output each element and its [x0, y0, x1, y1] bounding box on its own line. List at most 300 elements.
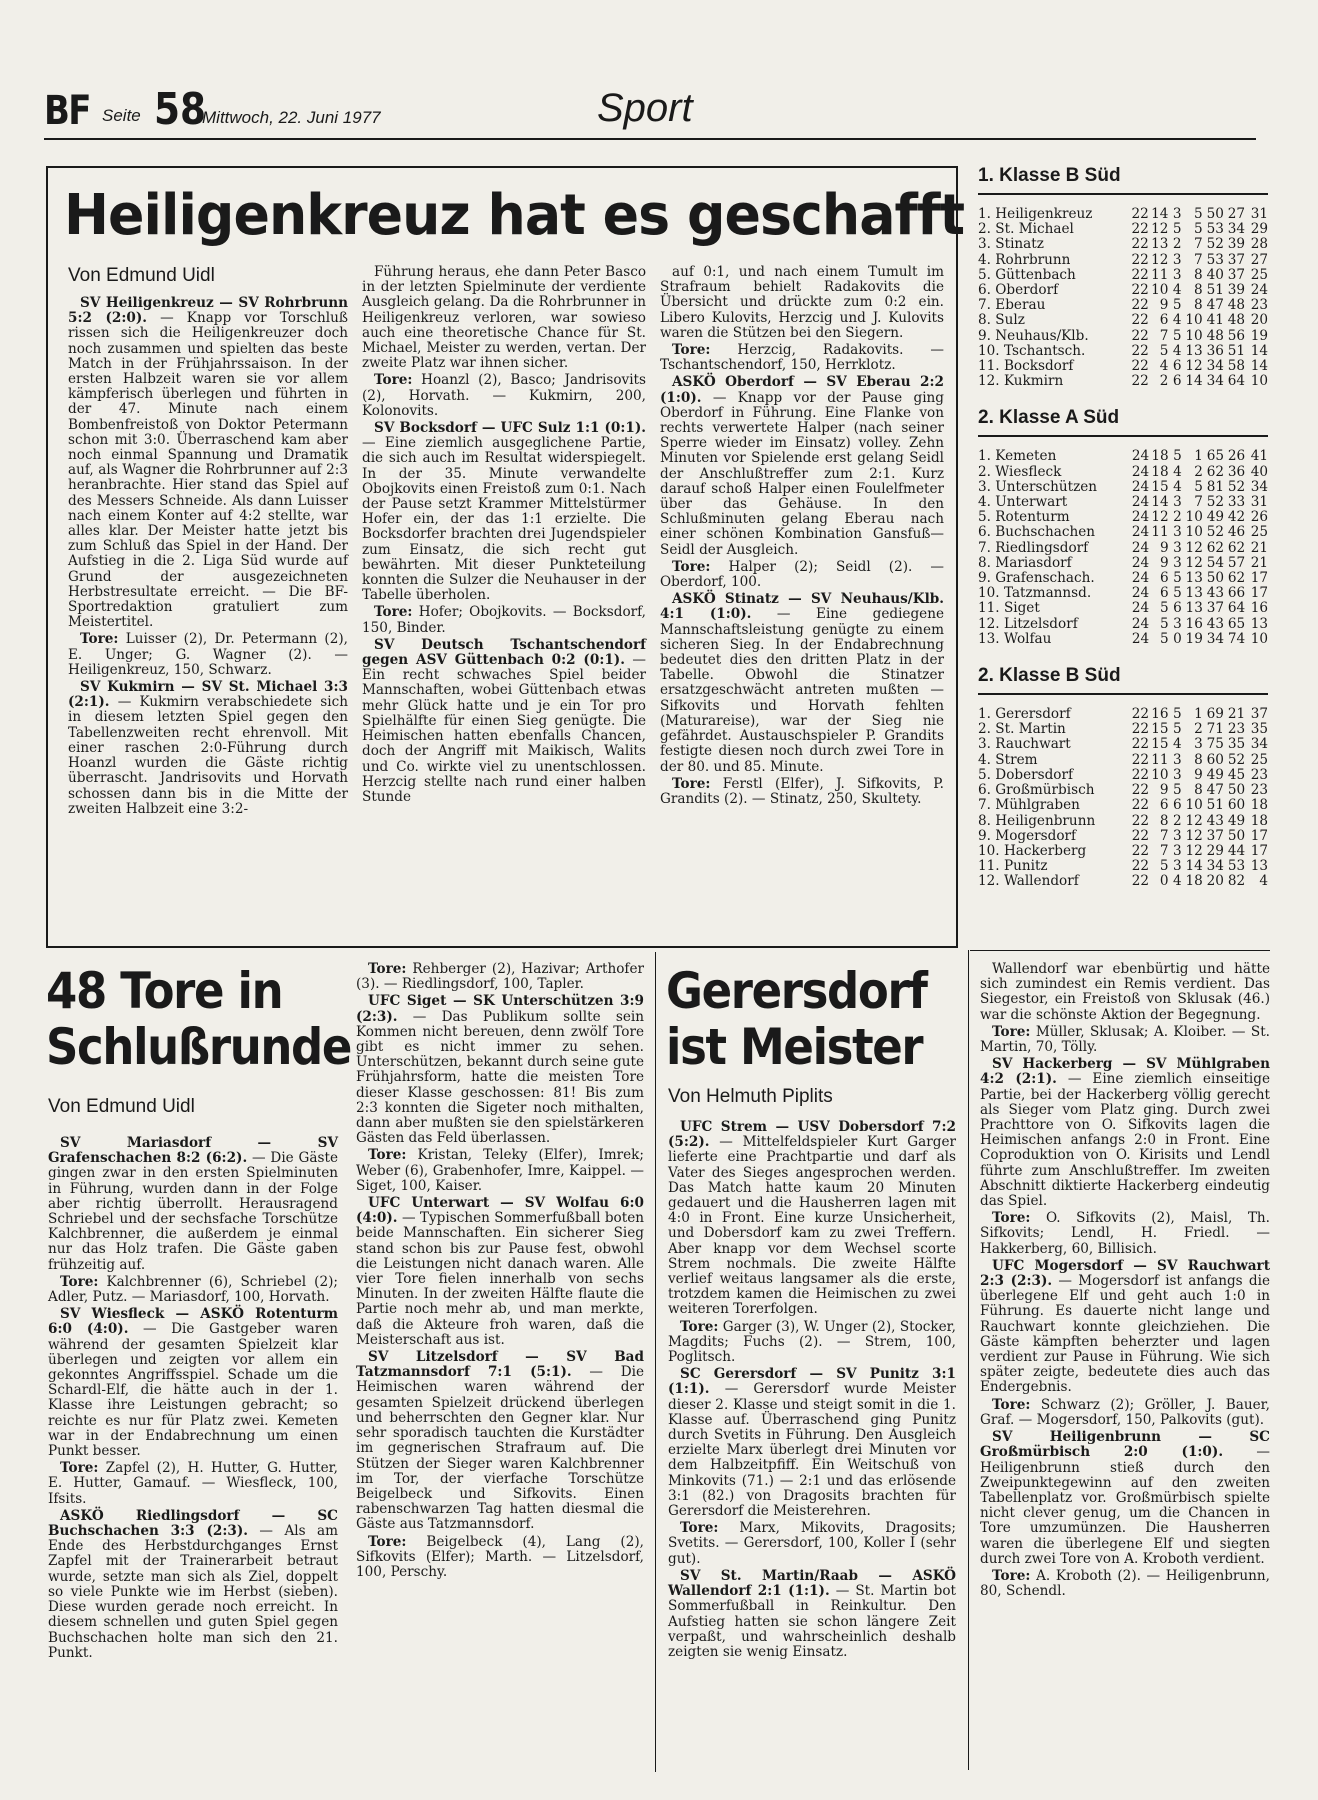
standings-row [978, 722, 1268, 737]
stat-cell: 5 [1172, 221, 1182, 238]
stat-cell: 51 [1227, 342, 1246, 359]
stat-cell: 5 [1160, 615, 1169, 632]
stat-cell: 29 [1206, 842, 1224, 859]
stat-cell: 5 [1172, 327, 1182, 344]
stat-cell: 5 [1159, 858, 1169, 875]
team-name: 8. Mariasdorf [978, 554, 1072, 571]
stat-cell: 6 [1172, 797, 1182, 814]
stat-cell: 22 [1131, 766, 1150, 783]
stat-cell: 23 [1250, 782, 1268, 799]
stat-cell: 22 [1131, 282, 1149, 299]
stat-cell: 44 [1227, 842, 1246, 859]
stat-cell: 18 [1250, 812, 1268, 829]
team-name: 4. Unterwart [978, 494, 1068, 511]
stat-cell: 69 [1206, 706, 1224, 723]
team-name: 1. Heiligenkreuz [978, 206, 1093, 222]
stat-cell: 3 [1172, 827, 1182, 844]
stat-cell: 52 [1206, 236, 1224, 253]
paragraph [362, 421, 646, 603]
stat-cell: 6 [1160, 585, 1169, 602]
stat-cell: 19 [1250, 327, 1268, 344]
lead-byline: Von Edmund Uidl [68, 265, 215, 286]
stat-cell: 43 [1206, 585, 1224, 602]
team-name: 6. Oberdorf [978, 282, 1059, 299]
stat-cell: 19 [1185, 630, 1203, 647]
stat-cell: 9 [1159, 782, 1169, 799]
team-name: 4. Rohrbrunn [978, 251, 1071, 268]
standings-table [978, 207, 1268, 389]
paragraph [980, 1259, 1270, 1396]
paragraph [356, 994, 644, 1146]
paragraph-text: O. Sifkovits (2), Maisl, Th. Sifkovits; Lendl, H. Friedl. — Hakkerberg, 60, Billisich. [980, 1210, 1270, 1257]
paragraph [362, 265, 646, 371]
stat-cell: 9 [1160, 539, 1169, 556]
stat-cell: 24 [1131, 448, 1150, 465]
stat-cell: 52 [1206, 494, 1224, 511]
stat-cell: 17 [1250, 827, 1268, 844]
standings-row [978, 586, 1268, 601]
section-title: Sport [597, 86, 693, 130]
stat-cell: 27 [1227, 206, 1246, 222]
paragraph-text: Wallendorf war ebenbürtig und hätte sich zumindest ein Remis verdient. Das Siegestor, ein Freistoß von Sklusak (46.) war die schönste Aktion der Begegnung. [980, 961, 1270, 1023]
paragraph-text: Kalchbrenner (6), Schriebel (2); Adler, Putz. — Mariasdorf, 100, Horvath. [48, 1273, 338, 1306]
stat-cell: 2 [1194, 721, 1203, 738]
stat-cell: 24 [1250, 282, 1268, 299]
stat-cell: 10 [1185, 312, 1203, 329]
stat-cell: 13 [1185, 342, 1203, 359]
team-name: 10. Tschantsch. [978, 342, 1086, 359]
standings-block [978, 407, 1268, 647]
stat-cell: 36 [1206, 342, 1224, 359]
stat-cell: 5 [1159, 342, 1169, 359]
stat-cell: 81 [1206, 478, 1224, 495]
stat-cell: 43 [1206, 812, 1224, 829]
team-name: 1. Gerersdorf [978, 706, 1071, 723]
stat-cell: 24 [1131, 554, 1150, 571]
stat-cell: 22 [1131, 327, 1149, 344]
stat-cell: 1 [1194, 448, 1203, 465]
stat-cell: 7 [1194, 236, 1203, 253]
standings-rule [978, 193, 1268, 195]
team-name: 13. Wolfau [978, 630, 1052, 647]
stat-cell: 4 [1173, 463, 1182, 480]
stat-cell: 8 [1194, 282, 1203, 299]
stat-cell: 22 [1131, 873, 1150, 890]
stat-cell: 25 [1250, 524, 1268, 541]
stat-cell: 60 [1206, 751, 1224, 768]
stat-cell: 22 [1131, 206, 1149, 222]
team-name: 10. Tatzmannsd. [978, 585, 1092, 602]
standings-row [978, 495, 1268, 510]
stat-cell: 10 [1250, 373, 1268, 390]
paragraph-text: Beigelbeck (4), Lang (2), Sifkovits (Elfer); Marth. — Litzelsdorf, 100, Perschy. [356, 1533, 644, 1580]
paragraph-text: — Kukmirn verabschiedete sich in diesem letzten Spiel gegen den Tabellenzweiten recht ehrenvoll. Mit einer raschen 2:0-Führung durch Hoanzl wurden die Gäste richtig überrascht. Jandrisovits und Horvath schossen dann bis in die Mitte der zweiten Halbzeit eine 3:2- [68, 694, 348, 817]
stat-cell: 12 [1185, 554, 1203, 571]
stat-cell: 50 [1227, 782, 1246, 799]
stat-cell: 34 [1227, 221, 1246, 238]
stat-cell: 53 [1206, 221, 1224, 238]
stat-cell: 31 [1250, 206, 1268, 222]
stat-cell: 42 [1227, 509, 1246, 526]
paragraph-text: Garger (3), W. Unger (2), Stocker, Magdits; Fuchs (2). — Strem, 100, Poglitsch. [668, 1318, 956, 1366]
standings-row [978, 207, 1268, 222]
stat-cell: 6 [1160, 570, 1169, 587]
stat-cell: 20 [1206, 873, 1224, 890]
standings-row [978, 253, 1268, 268]
standings-row [978, 737, 1268, 752]
stat-cell: 41 [1250, 448, 1268, 465]
team-name: 3. Stinatz [978, 236, 1044, 253]
standings-row [978, 829, 1268, 844]
paragraph-text: — Eine ziemlich einseitige Partie, bei der Hackerberg völlig gerecht als Sieger vom Platz ging. Durch zwei Prachttore von O. Sifkovits lagen die Heimischen anfangs 2:0 in Front. Eine Coproduktion von O. Kirisits und Lendl führte zum Anschlußtreffer. Im zweiten Abschnitt diktierte Hackerberg eindeutig das Spiel. [980, 1071, 1271, 1210]
stat-cell: 39 [1227, 282, 1246, 299]
stat-cell: 45 [1227, 766, 1246, 783]
paragraph [356, 1535, 644, 1581]
stat-cell: 22 [1131, 297, 1149, 314]
stat-cell: 14 [1250, 358, 1268, 375]
standings-row [978, 601, 1268, 616]
stat-cell: 5 [1160, 630, 1169, 647]
stat-cell: 14 [1185, 858, 1203, 875]
stat-cell: 12 [1185, 827, 1203, 844]
paragraph-text: — Typischen Sommerfußball boten beide Mannschaften. Ein sicherer Sieg stand schon bis zur Pause fest, obwohl die Leistungen nicht danach waren. Alle vier Tore fielen innerhalb von sechs Minuten. In der zweiten Hälfte flaute die Partie noch mehr ab, und man merkte, daß die Akteure froh waren, daß die Meisterschaft aus ist. [356, 1210, 644, 1348]
stat-cell: 0 [1159, 873, 1169, 890]
stat-cell: 10 [1250, 630, 1268, 647]
stat-cell: 52 [1227, 478, 1246, 495]
match-heading: Tore: [60, 1273, 99, 1290]
stat-cell: 7 [1159, 327, 1169, 344]
stat-cell: 22 [1131, 266, 1149, 283]
standings-row [978, 268, 1268, 283]
standings-row [978, 313, 1268, 328]
paragraph [980, 1398, 1270, 1428]
stat-cell: 16 [1250, 600, 1268, 617]
lead-column-2 [362, 265, 646, 807]
stat-cell: 26 [1227, 448, 1246, 465]
match-heading: Tore: [680, 1520, 719, 1537]
match-heading: Tore: [368, 1533, 407, 1550]
divider [970, 950, 1270, 951]
match-heading: SV Litzelsdorf — SV Bad Tatzmannsdorf 7:1 (5:1). [356, 1349, 644, 1381]
page-number: 58 [154, 84, 207, 135]
paragraph-text: Halper (2); Seidl (2). — Oberdorf, 100. [660, 558, 944, 591]
stat-cell: 5 [1194, 206, 1203, 222]
stat-cell: 23 [1250, 297, 1268, 314]
stat-cell: 3 [1172, 251, 1182, 268]
match-heading: ASKÖ Riedlingsdorf — SC Buchschachen 3:3 (2:3). [48, 1507, 338, 1540]
stat-cell: 22 [1131, 858, 1150, 875]
standings-row [978, 859, 1268, 874]
stat-cell: 64 [1227, 373, 1246, 390]
stat-cell: 22 [1131, 236, 1149, 253]
standings-row [978, 359, 1268, 374]
stat-cell: 74 [1227, 630, 1246, 647]
stat-cell: 21 [1250, 539, 1268, 556]
issue-date: Mittwoch, 22. Juni 1977 [202, 108, 381, 127]
stat-cell: 5 [1160, 600, 1169, 617]
stat-cell: 13 [1250, 615, 1268, 632]
match-heading: Tore: [368, 961, 407, 977]
stat-cell: 48 [1206, 327, 1224, 344]
stat-cell: 11 [1151, 524, 1169, 541]
stat-cell: 14 [1185, 373, 1203, 390]
stat-cell: 7 [1159, 842, 1169, 859]
stat-cell: 3 [1173, 554, 1182, 571]
stat-cell: 2 [1173, 509, 1182, 526]
stat-cell: 48 [1227, 297, 1246, 314]
standings-title: 2. Klasse B Süd [978, 665, 1121, 687]
stat-cell: 22 [1131, 842, 1150, 859]
article3-column-2 [980, 962, 1270, 1601]
stat-cell: 17 [1250, 585, 1268, 602]
stat-cell: 15 [1151, 721, 1169, 738]
paragraph-text: — Knapp vor der Pause ging Oberdorf in Führung. Eine Flanke von rechts verwertete Halper (nach seiner Sperre wieder im Einsatz) volley. Zehn Minuten vor Spielende erst gelang Seidl der Anschlußtreffer zum 2:1. Kurz darauf schoß Halper einen Foulelfmeter über das Gehäuse. In den Schlußminuten gelang Eberau nach einer schönen Kombination Gansfuß—Seidl der Ausgleich. [660, 389, 944, 558]
stat-cell: 25 [1250, 266, 1268, 283]
match-heading: Tore: [992, 1567, 1031, 1584]
stat-cell: 34 [1206, 858, 1224, 875]
stat-cell: 52 [1206, 524, 1224, 541]
team-name: 12. Wallendorf [978, 873, 1079, 890]
paragraph [48, 1136, 338, 1273]
stat-cell: 49 [1227, 812, 1246, 829]
stat-cell: 18 [1250, 797, 1268, 814]
paragraph [668, 1569, 956, 1660]
article3-byline: Von Helmuth Piplits [668, 1086, 833, 1107]
newspaper-logo: BF [44, 88, 90, 134]
paragraph-text: Zapfel (2), H. Hutter, G. Hutter, E. Hutter, Gamauf. — Wiesfleck, 100, Ifsits. [48, 1460, 338, 1507]
stat-cell: 6 [1172, 358, 1182, 375]
stat-cell: 82 [1227, 873, 1246, 890]
paragraph-text: — Heiligenbrunn stieß durch den Zweipunktegewinn auf den zweiten Tabellenplatz vor. Großmürbisch spielte nicht clever genug, um die Chancen in Tore umzumünzen. Die Hausherren waren die überlegene Elf und siegten durch zwei Tore von A. Kroboth verdient. [980, 1444, 1270, 1567]
paragraph [980, 1569, 1270, 1599]
stat-cell: 4 [1172, 282, 1182, 299]
match-heading: SV Hackerberg — SV Mühlgraben 4:2 (2:1). [980, 1056, 1270, 1088]
team-name: 9. Neuhaus/Klb. [978, 327, 1089, 344]
article2-headline-line1: 48 Tore in [46, 962, 283, 1020]
paragraph-text: — Eine gediegene Mannschaftsleistung genügte zu einem sicheren Sieg. In der Endabrechnung bedeutet dies den dritten Platz in der Tabelle. Obwohl die Stinatzer ersatzgeschwächt antreten mußten — Sifkovits und Horvath fehlten (Maturareise), war der Sieg nie gefährdet. Austauschspieler P. Grandits festigte diesen noch durch zwei Tore in der 80. und 85. Minute. [660, 606, 945, 775]
stat-cell: 56 [1227, 327, 1246, 344]
paragraph [660, 560, 944, 590]
stat-cell: 53 [1227, 858, 1246, 875]
stat-cell: 34 [1250, 736, 1268, 753]
stat-cell: 10 [1151, 766, 1169, 783]
standings-row [978, 844, 1268, 859]
paragraph [68, 632, 348, 678]
team-name: 7. Riedlingsdorf [978, 539, 1089, 556]
stat-cell: 52 [1227, 751, 1246, 768]
stat-cell: 49 [1206, 766, 1224, 783]
paragraph [356, 1148, 644, 1194]
article3-headline-line2: ist Meister [666, 1018, 923, 1076]
stat-cell: 71 [1206, 721, 1224, 738]
stat-cell: 5 [1173, 585, 1182, 602]
masthead-rule [44, 138, 1256, 140]
stat-cell: 75 [1206, 736, 1224, 753]
paragraph-text: — Eine ziemlich ausgeglichene Partie, die sich auch im Resultat widerspiegelt. In der 35. Minute verwandelte Obojkovits einen Freistoß zum 0:1. Nach der Pause setzt Krammer Mittelstürmer Hofer ein, der das 1:1 erzielte. Die Bocksdorfer brachten drei Jugendspieler zum Einsatz, die sich recht gut bewährten. Mit dieser Punkteteilung konnten die Sulzer die Neuhauser in der Tabelle überholen. [362, 435, 646, 604]
match-heading: Tore: [672, 775, 711, 792]
stat-cell: 18 [1151, 448, 1169, 465]
stat-cell: 8 [1159, 812, 1169, 829]
standings-row [978, 768, 1268, 783]
paragraph [362, 605, 646, 635]
stat-cell: 12 [1151, 221, 1169, 238]
stat-cell: 4 [1172, 342, 1182, 359]
stat-cell: 22 [1131, 797, 1150, 814]
paragraph [48, 1307, 338, 1459]
stat-cell: 14 [1151, 206, 1169, 222]
paragraph-text: Schwarz (2); Gröller, J. Bauer, Graf. — Mogersdorf, 150, Palkovits (gut). [980, 1396, 1270, 1428]
stat-cell: 8 [1194, 266, 1203, 283]
standings-row [978, 449, 1268, 464]
stat-cell: 66 [1227, 585, 1246, 602]
stat-cell: 47 [1206, 782, 1224, 799]
stat-cell: 22 [1131, 221, 1149, 238]
standings-row [978, 222, 1268, 237]
paragraph [660, 375, 944, 557]
article2-byline: Von Edmund Uidl [48, 1096, 195, 1117]
paragraph [980, 1025, 1270, 1055]
stat-cell: 10 [1185, 797, 1203, 814]
stat-cell: 54 [1206, 554, 1224, 571]
paragraph [356, 962, 644, 992]
standings-row [978, 707, 1268, 722]
standings-row [978, 465, 1268, 480]
standings-row [978, 525, 1268, 540]
stat-cell: 14 [1151, 494, 1169, 511]
team-name: 11. Punitz [978, 858, 1048, 875]
match-heading: SV Heiligenbrunn — SC Großmürbisch 2:0 (1:0). [980, 1429, 1270, 1461]
stat-cell: 65 [1227, 615, 1246, 632]
stat-cell: 47 [1206, 297, 1224, 314]
stat-cell: 4 [1172, 312, 1182, 329]
stat-cell: 24 [1131, 463, 1150, 480]
stat-cell: 13 [1185, 600, 1203, 617]
stat-cell: 14 [1250, 342, 1268, 359]
stat-cell: 11 [1151, 266, 1169, 283]
paragraph-text: Hofer; Obojkovits. — Bocksdorf, 150, Binder. [362, 604, 646, 636]
stat-cell: 12 [1151, 509, 1169, 526]
stat-cell: 50 [1206, 570, 1224, 587]
match-heading: SV Kukmirn — SV St. Michael 3:3 (2:1). [68, 679, 348, 711]
stat-cell: 3 [1172, 858, 1182, 875]
stat-cell: 60 [1227, 797, 1246, 814]
stat-cell: 58 [1227, 358, 1246, 375]
standings-row [978, 814, 1268, 829]
stat-cell: 31 [1250, 494, 1268, 511]
stat-cell: 24 [1131, 524, 1150, 541]
stat-cell: 10 [1151, 282, 1169, 299]
paragraph-text: Marx, Mikovits, Dragosits; Svetits. — Gerersdorf, 100, Koller I (sehr gut). [668, 1520, 956, 1567]
stat-cell: 5 [1172, 297, 1182, 314]
stat-cell: 24 [1131, 570, 1150, 587]
team-name: 12. Kukmirn [978, 373, 1064, 390]
stat-cell: 7 [1194, 251, 1203, 268]
team-name: 5. Rotenturm [978, 509, 1070, 526]
stat-cell: 13 [1151, 236, 1169, 253]
standings-row [978, 783, 1268, 798]
stat-cell: 17 [1250, 570, 1268, 587]
paragraph [68, 680, 348, 817]
stat-cell: 4 [1173, 478, 1182, 495]
stat-cell: 64 [1227, 600, 1246, 617]
stat-cell: 34 [1250, 478, 1268, 495]
stat-cell: 27 [1250, 251, 1268, 268]
stat-cell: 5 [1172, 782, 1182, 799]
match-heading: Tore: [80, 631, 119, 648]
team-name: 2. St. Martin [978, 721, 1066, 738]
match-heading: UFC Unterwart — SV Wolfau 6:0 (4:0). [356, 1195, 644, 1227]
match-heading: Tore: [368, 1147, 407, 1164]
stat-cell: 15 [1151, 736, 1169, 753]
match-heading: Tore: [680, 1318, 719, 1335]
stat-cell: 5 [1194, 478, 1203, 495]
match-heading: Tore: [672, 558, 711, 575]
stat-cell: 6 [1159, 797, 1169, 814]
standings-row [978, 571, 1268, 586]
stat-cell: 10 [1185, 327, 1203, 344]
stat-cell: 49 [1206, 509, 1224, 526]
stat-cell: 7 [1194, 494, 1203, 511]
stat-cell: 16 [1185, 615, 1203, 632]
stat-cell: 23 [1250, 766, 1268, 783]
team-name: 6. Buchschachen [978, 524, 1096, 541]
standings-rule [978, 693, 1268, 695]
team-name: 10. Hackerberg [978, 842, 1087, 859]
match-heading: Tore: [992, 1210, 1031, 1227]
stat-cell: 2 [1172, 236, 1182, 253]
stat-cell: 24 [1131, 585, 1150, 602]
standings-row [978, 237, 1268, 252]
paragraph [48, 1509, 338, 1661]
stat-cell: 65 [1206, 448, 1224, 465]
stat-cell: 35 [1250, 721, 1268, 738]
paragraph-text: Ferstl (Elfer), J. Sifkovits, P. Grandits (2). — Stinatz, 250, Skultety. [660, 775, 944, 807]
stat-cell: 5 [1173, 570, 1182, 587]
standings-title: 1. Klasse B Süd [978, 165, 1121, 186]
article2-column-1 [48, 1136, 338, 1663]
stat-cell: 62 [1227, 570, 1246, 587]
standings-row [978, 329, 1268, 344]
team-name: 2. St. Michael [978, 221, 1074, 238]
paragraph-text: Rehberger (2), Hazivar; Arthofer (3). — Riedlingsdorf, 100, Tapler. [356, 961, 644, 993]
lead-column-1 [68, 296, 348, 819]
stat-cell: 26 [1250, 509, 1268, 526]
standings-rule [978, 435, 1268, 437]
stat-cell: 5 [1172, 721, 1182, 738]
stat-cell: 37 [1227, 251, 1246, 268]
paragraph-text: — Die Gäste gingen zwar in den ersten Spielminuten in Führung, wurden dann in der Folge aber richtig überrollt. Herausragend Schriebel und der sechsfache Torschütze Kalchbrenner, die außerdem je einmal nur das Holz trafen. Die Gäste gaben frühzeitig auf. [48, 1150, 338, 1273]
stat-cell: 3 [1173, 524, 1182, 541]
paragraph-text: Herzcig, Radakovits. — Tschantschendorf, 150, Herrklotz. [660, 342, 944, 374]
stat-cell: 13 [1185, 585, 1203, 602]
stat-cell: 12 [1151, 251, 1169, 268]
standings-row [978, 617, 1268, 632]
team-name: 9. Grafenschach. [978, 570, 1095, 587]
paragraph [356, 1196, 644, 1348]
paragraph [668, 1320, 956, 1366]
paragraph-text: A. Kroboth (2). — Heiligenbrunn, 80, Schendl. [980, 1567, 1270, 1600]
standings-row [978, 874, 1268, 889]
standings-row [978, 480, 1268, 495]
match-heading: Tore: [374, 372, 413, 389]
stat-cell: 28 [1250, 236, 1268, 253]
standings-row [978, 510, 1268, 525]
team-name: 8. Sulz [978, 312, 1025, 329]
match-heading: SV Deutsch Tschantschendorf gegen ASV Güttenbach 0:2 (0:1). [362, 636, 646, 669]
stat-cell: 50 [1206, 206, 1224, 222]
paragraph [48, 1275, 338, 1305]
stat-cell: 9 [1159, 297, 1169, 314]
